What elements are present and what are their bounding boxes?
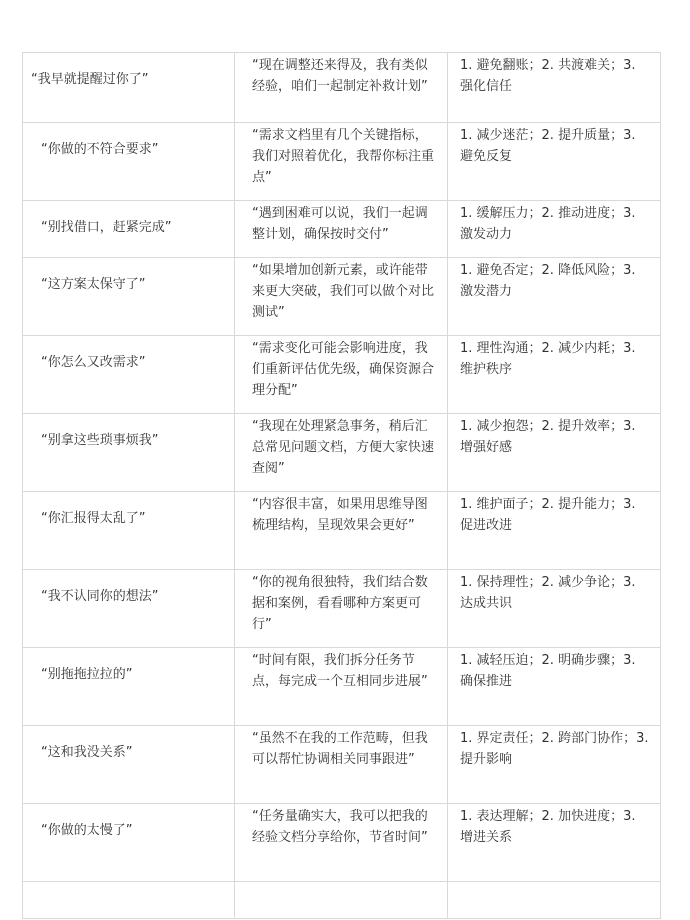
table-row <box>23 726 661 804</box>
empty-cell <box>235 882 448 919</box>
reply-phrase-cell: “需求变化可能会影响进度，我们重新评估优先级，确保资源合理分配” <box>235 336 448 414</box>
effect-cell: 1. 缓解压力；2. 推动进度；3. 激发动力 <box>448 201 661 258</box>
original-phrase-cell: “你做的太慢了” <box>23 804 235 882</box>
phrase-table <box>22 52 661 919</box>
reply-phrase-cell: “现在调整还来得及，我有类似经验，咱们一起制定补救计划” <box>235 53 448 123</box>
table-row <box>23 414 661 492</box>
table-row <box>23 570 661 648</box>
table-row <box>23 492 661 570</box>
original-phrase-cell: “你汇报得太乱了” <box>23 492 235 570</box>
empty-cell <box>448 882 661 919</box>
reply-phrase-cell: “如果增加创新元素，或许能带来更大突破，我们可以做个对比测试” <box>235 258 448 336</box>
reply-phrase-cell: “任务量确实大，我可以把我的经验文档分享给你，节省时间” <box>235 804 448 882</box>
table-row <box>23 201 661 258</box>
original-phrase-cell: “这和我没关系” <box>23 726 235 804</box>
table-row <box>23 336 661 414</box>
table-row <box>23 258 661 336</box>
effect-cell: 1. 表达理解；2. 加快进度；3. 增进关系 <box>448 804 661 882</box>
original-phrase-cell: “这方案太保守了” <box>23 258 235 336</box>
table-row <box>23 648 661 726</box>
effect-cell: 1. 保持理性；2. 减少争论；3. 达成共识 <box>448 570 661 648</box>
original-phrase-cell: “你怎么又改需求” <box>23 336 235 414</box>
effect-cell: 1. 减轻压迫；2. 明确步骤；3. 确保推进 <box>448 648 661 726</box>
effect-cell: 1. 界定责任；2. 跨部门协作；3. 提升影响 <box>448 726 661 804</box>
effect-cell: 1. 减少迷茫；2. 提升质量；3. 避免反复 <box>448 123 661 201</box>
original-phrase-cell: “别找借口，赶紧完成” <box>23 201 235 258</box>
original-phrase-cell: “你做的不符合要求” <box>23 123 235 201</box>
table-row <box>23 53 661 123</box>
reply-phrase-cell: “虽然不在我的工作范畴，但我可以帮忙协调相关同事跟进” <box>235 726 448 804</box>
reply-phrase-cell: “需求文档里有几个关键指标，我们对照着优化，我帮你标注重点” <box>235 123 448 201</box>
effect-cell: 1. 避免否定；2. 降低风险；3. 激发潜力 <box>448 258 661 336</box>
table-row <box>23 123 661 201</box>
reply-phrase-cell: “遇到困难可以说，我们一起调整计划，确保按时交付” <box>235 201 448 258</box>
original-phrase-cell: “我不认同你的想法” <box>23 570 235 648</box>
table-row <box>23 804 661 882</box>
reply-phrase-cell: “内容很丰富，如果用思维导图梳理结构，呈现效果会更好” <box>235 492 448 570</box>
original-phrase-cell: “别拖拖拉拉的” <box>23 648 235 726</box>
empty-table-row <box>23 882 661 919</box>
empty-cell <box>23 882 235 919</box>
original-phrase-cell: “别拿这些琐事烦我” <box>23 414 235 492</box>
reply-phrase-cell: “你的视角很独特，我们结合数据和案例，看看哪种方案更可行” <box>235 570 448 648</box>
effect-cell: 1. 维护面子；2. 提升能力；3. 促进改进 <box>448 492 661 570</box>
reply-phrase-cell: “时间有限，我们拆分任务节点，每完成一个互相同步进展” <box>235 648 448 726</box>
effect-cell: 1. 减少抱怨；2. 提升效率；3. 增强好感 <box>448 414 661 492</box>
reply-phrase-cell: “我现在处理紧急事务，稍后汇总常见问题文档，方便大家快速查阅” <box>235 414 448 492</box>
effect-cell: 1. 避免翻账；2. 共渡难关；3. 强化信任 <box>448 53 661 123</box>
original-phrase-cell: “我早就提醒过你了” <box>23 53 235 123</box>
document-page <box>22 52 660 919</box>
effect-cell: 1. 理性沟通；2. 减少内耗；3. 维护秩序 <box>448 336 661 414</box>
